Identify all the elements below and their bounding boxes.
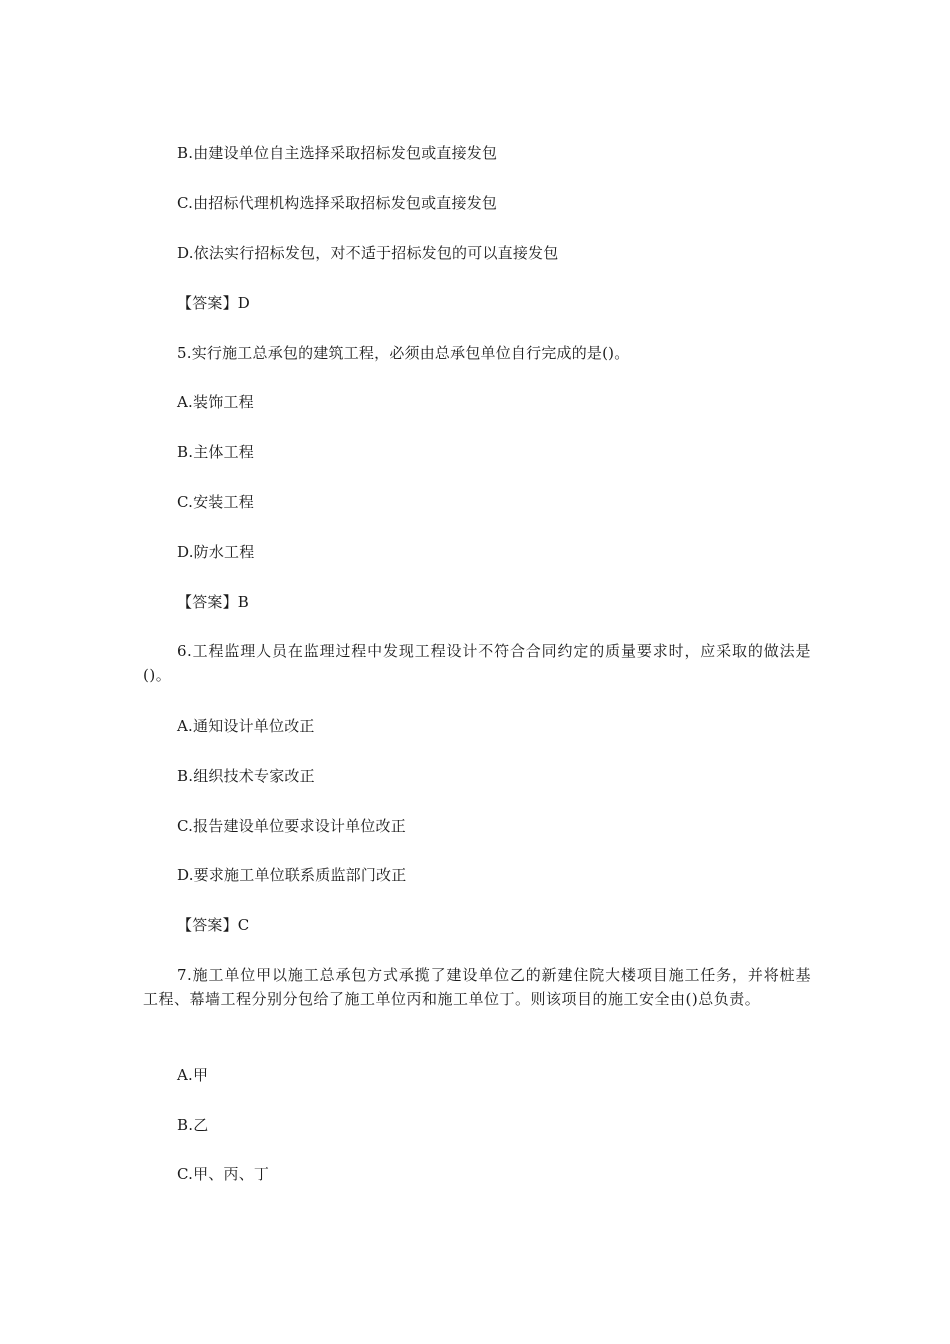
option-c-q7: C.甲、丙、丁 <box>177 1165 270 1183</box>
option-a-q6: A.通知设计单位改正 <box>177 717 315 735</box>
option-c-q4: C.由招标代理机构选择采取招标发包或直接发包 <box>177 194 498 212</box>
question-7: 7.施工单位甲以施工总承包方式承揽了建设单位乙的新建住院大楼项目施工任务，并将桩基工程、幕墙工程分别分包给了施工单位丙和施工单位丁。则该项目的施工安全由()总负责。 <box>143 966 811 1008</box>
option-d-q6: D.要求施工单位联系质监部门改正 <box>177 866 407 884</box>
question-6: 6.工程监理人员在监理过程中发现工程设计不符合合同约定的质量要求时，应采取的做法是()。 <box>143 642 811 684</box>
option-b-q6: B.组织技术专家改正 <box>177 767 315 785</box>
option-a-q7: A.甲 <box>177 1066 209 1084</box>
option-c-q6: C.报告建设单位要求设计单位改正 <box>177 817 406 835</box>
question-5: 5.实行施工总承包的建筑工程，必须由总承包单位自行完成的是()。 <box>177 344 630 362</box>
option-a-q5: A.装饰工程 <box>177 393 254 411</box>
option-b-q7: B.乙 <box>177 1116 209 1134</box>
option-b-q4: B.由建设单位自主选择采取招标发包或直接发包 <box>177 144 498 162</box>
option-d-q4: D.依法实行招标发包，对不适于招标发包的可以直接发包 <box>177 244 559 262</box>
answer-q6: 【答案】C <box>177 916 250 934</box>
option-c-q5: C.安装工程 <box>177 493 254 511</box>
option-b-q5: B.主体工程 <box>177 443 254 461</box>
answer-q4: 【答案】D <box>177 294 251 312</box>
option-d-q5: D.防水工程 <box>177 543 255 561</box>
answer-q5: 【答案】B <box>177 593 250 611</box>
